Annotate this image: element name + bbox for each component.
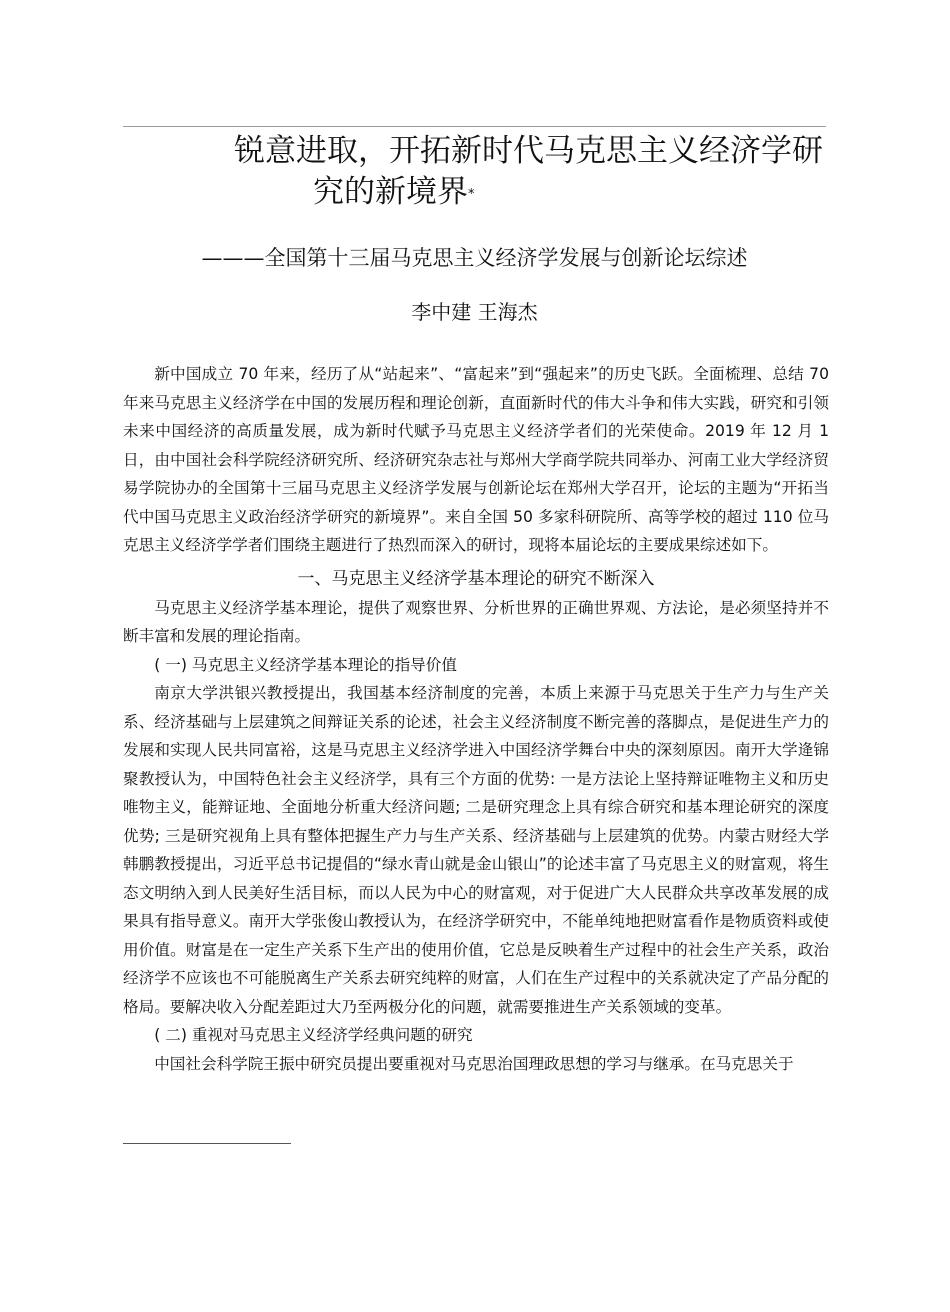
subsection-1-paragraph: 南京大学洪银兴教授提出，我国基本经济制度的完善，本质上来源于马克思关于生产力与生产关系、经济基础与上层建筑之间辩证关系的论述，社会主义经济制度不断完善的落脚点，是促进生产力的发展和实现人民共同富裕，这是马克思主义经济学进入中国经济学舞台中央的深刻原因。南开大学逄锦聚教授认为，中国特色社会主义经济学，具有三个方面的优势: 一是方法论上坚持辩证唯物主义和历史唯物主义，能辩证地、全面地分析重大经济问题; 二是研究理念上具有综合研究和基本理论研究的深度优势; 三是研究视角上具有整体把握生产力与生产关系、经济基础与上层建筑的优势。内蒙古财经大学韩鹏教授提出，习近平总书记提倡的“绿水青山就是金山银山”的论述丰富了马克思主义的财富观，将生态文明纳入到人民美好生活目标，而以人民为中心的财富观，对于促进广大人民群众共享改革发展的成果具有指导意义。南开大学张俊山教授认为，在经济学研究中，不能单纯地把财富看作是物质资料或使用价值。财富是在一定生产关系下生产出的使用价值，它总是反映着生产过程中的社会生产关系，政治经济学不应该也不可能脱离生产关系去研究纯粹的财富，人们在生产过程中的关系就决定了产品分配的格局。要解决收入分配差距过大乃至两极分化的问题，就需要推进生产关系领域的变革。: [123, 684, 829, 1016]
section-1-intro-paragraph: 马克思主义经济学基本理论，提供了观察世界、分析世界的正确世界观、方法论，是必须坚持并不断丰富和发展的理论指南。: [123, 598, 829, 645]
subsection-1-heading: ( 一) 马克思主义经济学基本理论的指导价值: [154, 655, 457, 674]
title-line-1: 锐意进取，开拓新时代马克思主义经济学研: [234, 133, 823, 169]
article-authors: 李中建 王海杰: [411, 300, 538, 324]
intro-paragraph: 新中国成立 70 年来，经历了从“站起来”、“富起来”到“强起来”的历史飞跃。全面梳理、总结 70 年来马克思主义经济学在中国的发展历程和理论创新，直面新时代的伟大斗争和伟大实践，研究和引领未来中国经济的高质量发展，成为新时代赋予马克思主义经济学者们的光荣使命。2019 年 12 月 1 日，由中国社会科学院经济研究所、经济研究杂志社与郑州大学商学院共同举办、河南工业大学经济贸易学院协办的全国第十三届马克思主义经济学发展与创新论坛在郑州大学召开，论坛的主题为“开拓当代中国马克思主义政治经济学研究的新境界”。来自全国 50 多家科研院所、高等学校的超过 110 位马克思主义经济学学者们围绕主题进行了热烈而深入的研讨，现将本届论坛的主要成果综述如下。: [123, 365, 829, 554]
section-1-heading: 一、马克思主义经济学基本理论的研究不断深入: [297, 568, 655, 589]
header-rule: [123, 126, 826, 127]
article-subtitle: ———全国第十三届马克思主义经济学发展与创新论坛综述: [201, 246, 748, 270]
title-line-2: [123, 172, 826, 213]
title-line-2-text: 究的新境界: [313, 174, 468, 210]
footnote-separator: [123, 1143, 291, 1144]
article-title: [123, 131, 826, 213]
subsection-2-heading: ( 二) 重视对马克思主义经济学经典问题的研究: [154, 1026, 473, 1044]
subsection-2-paragraph: 中国社会科学院王振中研究员提出要重视对马克思治国理政思想的学习与继承。在马克思关于: [154, 1054, 794, 1073]
title-footnote-mark: *: [468, 187, 475, 202]
article-body: [123, 360, 829, 1078]
